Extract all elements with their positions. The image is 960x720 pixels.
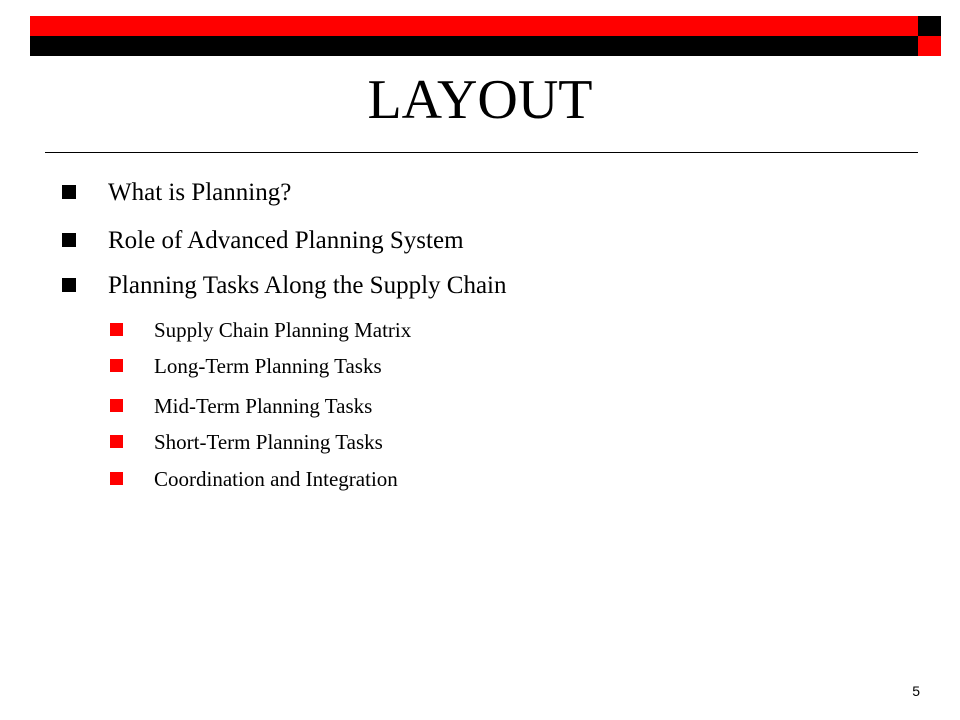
sub-list-item-text: Short-Term Planning Tasks — [154, 430, 383, 454]
list-item-text: Role of Advanced Planning System — [108, 227, 464, 254]
square-bullet-icon — [62, 185, 76, 199]
list-item-text: What is Planning? — [108, 179, 292, 206]
sub-list-item-text: Coordination and Integration — [154, 467, 398, 491]
square-bullet-icon — [110, 435, 123, 448]
title-divider — [45, 152, 918, 153]
header-band-black — [30, 36, 918, 56]
square-bullet-icon — [110, 359, 123, 372]
square-bullet-icon — [110, 323, 123, 336]
square-bullet-icon — [62, 278, 76, 292]
sub-list-item-text: Supply Chain Planning Matrix — [154, 318, 412, 342]
header-corner-black-square — [918, 16, 941, 36]
page-number: 5 — [912, 683, 920, 699]
square-bullet-icon — [62, 233, 76, 247]
header-band-red — [30, 16, 918, 36]
list-item-text: Planning Tasks Along the Supply Chain — [108, 272, 507, 299]
sub-list-item-text: Long-Term Planning Tasks — [154, 354, 382, 378]
slide-title: LAYOUT — [367, 69, 593, 131]
square-bullet-icon — [110, 472, 123, 485]
sub-list-item-text: Mid-Term Planning Tasks — [154, 394, 373, 418]
square-bullet-icon — [110, 399, 123, 412]
header-corner-red-square — [918, 36, 941, 56]
